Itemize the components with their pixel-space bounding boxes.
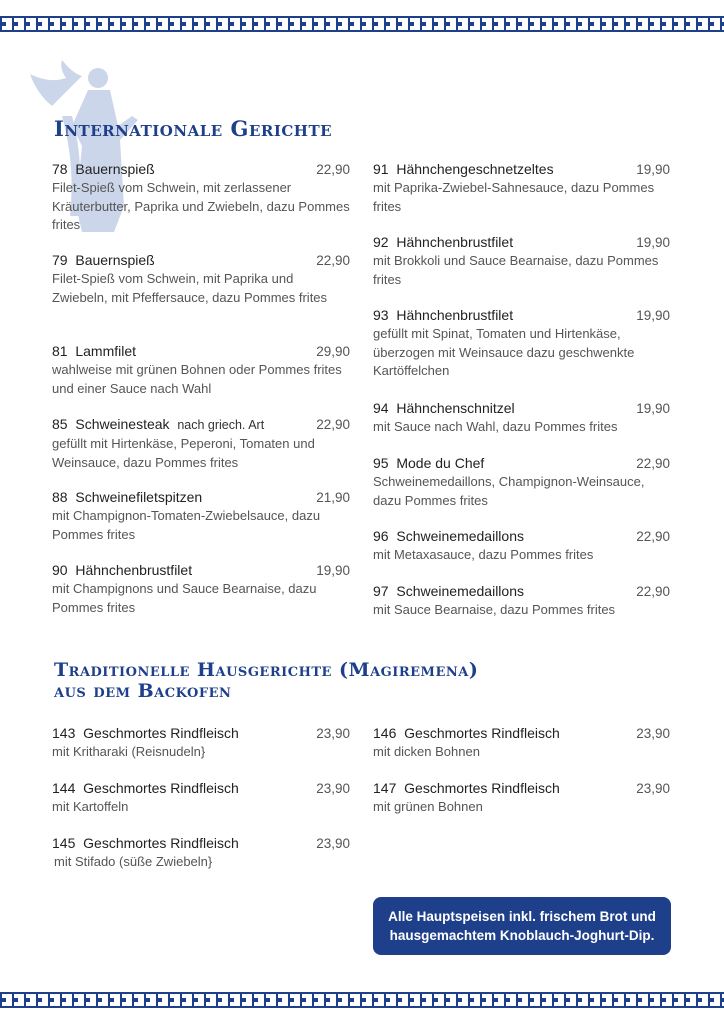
- menu-item: [52, 834, 350, 872]
- menu-item-description: mit Stifado (süße Zwiebeln}: [54, 854, 213, 869]
- menu-item-price: 23,90: [316, 781, 350, 796]
- menu-item-description: Schweinemedaillons, Champignon-Weinsauce, dazu Pommes frites: [373, 474, 645, 508]
- menu-column-international-left: [52, 160, 350, 620]
- section-title-line: Traditionelle Hausgerichte (Magiremena): [54, 659, 479, 681]
- menu-item: [52, 724, 350, 762]
- menu-item-name: 79 Bauernspieß: [52, 252, 155, 268]
- menu-item-price: 21,90: [316, 490, 350, 505]
- menu-item-name: 90 Hähnchenbrustfilet: [52, 562, 193, 578]
- menu-item: [52, 160, 350, 235]
- menu-item-price: 23,90: [316, 836, 350, 851]
- menu-item-price: 22,90: [316, 162, 350, 177]
- menu-item: [373, 724, 670, 762]
- menu-item-name: 78 Bauernspieß: [52, 161, 155, 177]
- menu-item-name: 147 Geschmortes Rindfleisch: [373, 780, 560, 796]
- menu-item-price: 22,90: [636, 456, 670, 471]
- menu-item-description: Filet-Spieß vom Schwein, mit Paprika und Zwiebeln, mit Pfeffersauce, dazu Pommes frites: [52, 271, 328, 305]
- menu-item-name: 97 Schweinemedaillons: [373, 583, 524, 599]
- menu-item-name: 143 Geschmortes Rindfleisch: [52, 725, 239, 741]
- menu-item-name: 146 Geschmortes Rindfleisch: [373, 725, 560, 741]
- menu-item-description: mit Champignon-Tomaten-Zwiebelsauce, dazu Pommes frites: [52, 508, 321, 542]
- menu-item-description: gefüllt mit Hirtenkäse, Peperoni, Tomaten und Weinsauce, dazu Pommes frites: [52, 436, 315, 470]
- menu-item-price: 22,90: [636, 529, 670, 544]
- menu-item: [373, 399, 670, 437]
- menu-item-name: 145 Geschmortes Rindfleisch: [52, 835, 239, 851]
- menu-item: [373, 779, 670, 817]
- menu-item: [52, 415, 350, 472]
- section-title-traditional: [54, 660, 478, 702]
- menu-item-price: 22,90: [636, 584, 670, 599]
- menu-item: [373, 454, 670, 510]
- menu-item-name: 144 Geschmortes Rindfleisch: [52, 780, 239, 796]
- menu-item-description: mit Champignons und Sauce Bearnaise, dazu Pommes frites: [52, 581, 317, 615]
- menu-item-name: 95 Mode du Chef: [373, 455, 485, 471]
- menu-item: [52, 251, 350, 307]
- menu-item-price: 23,90: [316, 726, 350, 741]
- menu-item-description: mit grünen Bohnen: [373, 799, 483, 814]
- menu-item: [373, 527, 670, 565]
- menu-item-description: mit Kartoffeln: [52, 799, 129, 814]
- meander-border-top: [0, 16, 724, 32]
- menu-item-price: 19,90: [636, 401, 670, 416]
- menu-item-price: 23,90: [636, 726, 670, 741]
- menu-item-price: 23,90: [636, 781, 670, 796]
- menu-item-description: mit Kritharaki (Reisnudeln}: [52, 744, 206, 759]
- menu-item-price: 29,90: [316, 344, 350, 359]
- menu-column-traditional-right: [373, 724, 670, 834]
- menu-item-description: mit Sauce nach Wahl, dazu Pommes frites: [373, 419, 618, 434]
- menu-item: [373, 306, 670, 381]
- menu-item-description: mit Metaxasauce, dazu Pommes frites: [373, 547, 594, 562]
- note-line: hausgemachtem Knoblauch-Joghurt-Dip.: [389, 928, 655, 943]
- menu-item-price: 22,90: [316, 417, 350, 432]
- menu-item-price: 19,90: [636, 308, 670, 323]
- menu-item-description: mit Sauce Bearnaise, dazu Pommes frites: [373, 602, 616, 617]
- menu-item-description: wahlweise mit grünen Bohnen oder Pommes frites und einer Sauce nach Wahl: [52, 362, 342, 396]
- menu-item-name: 85 Schweinesteak nach griech. Art: [52, 416, 265, 432]
- menu-item-name: 93 Hähnchenbrustfilet: [373, 307, 514, 323]
- bread-dip-note-box: [373, 897, 671, 955]
- menu-column-international-right: [373, 160, 670, 620]
- menu-item-description: mit dicken Bohnen: [373, 744, 480, 759]
- menu-item: [52, 561, 350, 617]
- menu-item-name: 96 Schweinemedaillons: [373, 528, 524, 544]
- menu-item-description: Filet-Spieß vom Schwein, mit zerlassener Kräuterbutter, Paprika und Zwiebeln, dazu Pommes frites: [52, 180, 350, 232]
- menu-item-name: 88 Schweinefiletspitzen: [52, 489, 203, 505]
- menu-item: [373, 582, 670, 620]
- menu-item-price: 19,90: [636, 162, 670, 177]
- menu-item-description: gefüllt mit Spinat, Tomaten und Hirtenkäse, überzogen mit Weinsauce dazu geschwenkte Kartöffelchen: [373, 326, 635, 378]
- menu-item: [373, 160, 670, 216]
- note-line: Alle Hauptspeisen inkl. frischem Brot und: [388, 909, 656, 924]
- menu-item-price: 19,90: [316, 563, 350, 578]
- section-title-international: Internationale Gerichte: [54, 116, 333, 141]
- menu-item: [52, 342, 350, 398]
- menu-item-description: mit Brokkoli und Sauce Bearnaise, dazu Pommes frites: [373, 253, 659, 287]
- menu-item-name: 81 Lammfilet: [52, 343, 137, 359]
- menu-item-name: 94 Hähnchenschnitzel: [373, 400, 515, 416]
- menu-item: [52, 488, 350, 544]
- section-title-line: aus dem Backofen: [54, 680, 232, 702]
- menu-item-price: 22,90: [316, 253, 350, 268]
- menu-item: [373, 233, 670, 289]
- menu-item-name: 91 Hähnchengeschnetzeltes: [373, 161, 554, 177]
- meander-border-bottom: [0, 992, 724, 1008]
- menu-item: [52, 779, 350, 817]
- menu-column-traditional-left: [52, 724, 350, 884]
- menu-item-price: 19,90: [636, 235, 670, 250]
- menu-item-description: mit Paprika-Zwiebel-Sahnesauce, dazu Pommes frites: [373, 180, 655, 214]
- menu-item-name: 92 Hähnchenbrustfilet: [373, 234, 514, 250]
